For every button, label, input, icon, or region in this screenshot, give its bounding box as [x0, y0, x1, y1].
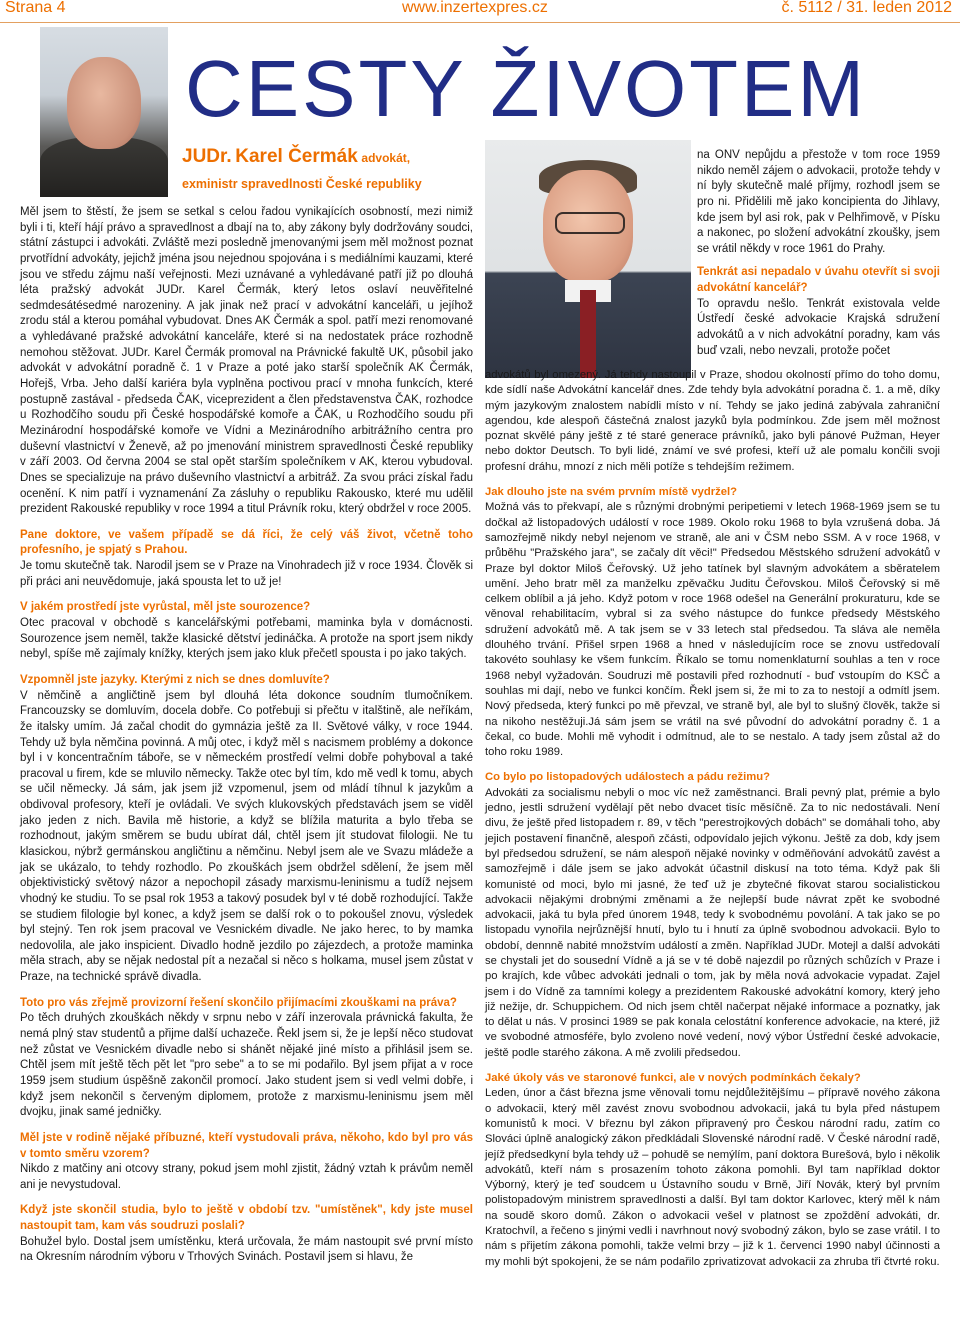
- interview-question: V jakém prostředí jste vyrůstal, měl jste sourozence?: [20, 601, 311, 614]
- article-paragraph: V němčině a angličtině jsem byl dlouhá léta dokonce soudním tlumočníkem. Francouzsky se domluvím, docela dobře. Co potřebuji si přečtu v italštině, ale neříkám, že italsky umím. Já začal chodit do gymnázia ještě za II. Světové války, v roce 1944. Tehdy už byla němčina povinná. A můj otec, i když měl s nacismem problémy a dokonce byl i v koncentračním táboře, se v německém prostředí velmi dobře pohyboval a také pracoval u firem, kde se mluvilo německy. Takže otec byl tím, kdo mě vedl k tomu, abych se učil německy. Já sám, jak jsem již vzpomenul, jsem od mládí tíhnul k jazykům a obdivoval profesory, kteří je ovládali. Ve svých klukovských představách jsem se viděl jako jeden z nich. Bavila mě historie, a když se blížila maturita a bylo třeba se rozhodnout, jakým směrem se budu ubírat dál, chtěl jsem jít studovat filologii. Ne tu klasickou, nýbrž germánskou angličtinu a němčinu. Nebyl jsem ale ve Svazu mládeže a jak se ukázalo, to tehdy rozhodlo. Po zkouškách jsem obdržel sdělení, že jsem měl objektivistický světový názor a nepochopil zásady marxismu-leninismu a tudíž nejsem vhodný ke studiu. To se psal rok 1953 a takový posudek byl v té době rozhodující. Takže se studiem filologie byl konec, a když jsem se další rok o to pokoušel znovu, výsledek byl stejný. Ten rok jsem pracoval ve Vesnickém divadle. Ne jako herec, to by mamka nedovolila, ale jako inspicient. Divadlo hodně jezdilo po zájezdech, a protože maminka měla strach, aby se nějak nedostal pít a nezačal si něco s holkama, musel jsem zůstat v Praze, na technické správě divadla.: [20, 689, 473, 984]
- subject-caption: [182, 148, 482, 193]
- interview-question: Jak dlouho jste na svém prvním místě vydržel?: [485, 486, 737, 499]
- masthead-title: CESTY ŽIVOTEM: [185, 44, 868, 133]
- article-paragraph: Možná vás to překvapí, ale s různými drobnými peripetiemi v letech 1968-1969 jsem se tu dočkal až listopadových událostí v roce 1989. Okolo roku 1968 to byla vzrušená doba. Já samozřejmě nikdy nebyl nejenom ve straně, ale ani v ČSM nebo SSM. A v roce 1968, v průběhu "Pražského jara", se začaly dít věci!" Předsedou Městského sdružení advokátů v Praze byl doktor Miloš Čeřovský. Už jeho tatínek byl slavným advokátem a sběratelem umění. Jeho bratr měl za manželku zpěvačku Juditu Čeřovskou. Miloš Čeřovský si mě celkem oblíbil a já jeho. Když potom v roce 1968 odešel na Generální prokuraturu, kde se věnoval rehabilitacím, vybral si za svého nástupce do funkce předsedy Městského sdružení advokátů mě. A tak jsem se v 33 letech stal předsedou. Ta sláva ale neměla dlouhého trvání. Přišel srpen 1968 a hned v následujícím roce se znovu ustředovalí takovéto souhlasy ke všem funkcím. Říkalo se tomu nomenklaturní souhlas a ten v roce 1968 nebyl vyžadován. Soudruzi mě postavili před rozhodnutí - buď vstoupím do KSČ a souhlas mi dají, nebo ve funkci končím. Řekl jsem si, že mi to za to nestojí a odmítl jsem. Nový předseda, který funkci po mě převzal, ve straně byl, ale byl to slušný člověk, takže si na nikoho nestěžuji.Já sám jsem se vrátil na své původní do advokátní poradny č. 1 a čekal, co bude. Mohli mě vyhodit i odmítnud, ale to se nestalo. A tady jsem zůstal až do toho roku 1989.: [485, 501, 940, 759]
- page-header: [0, 0, 960, 22]
- portrait-face: [67, 57, 141, 149]
- article-paragraph: Měl jsem to štěstí, že jsem se setkal s celou řadou vynikajících osobností, mezi nimiž byli i ti, kteří hájí právo a spravedlnost a dbají na to, aby zákony byly dodržovány soudci, státní zástupci i advokáti. Zvláště mezi posledně jmenovanými jsem měl možnost poznat prvotřídní advokáty, jejichž jména jsou nejednou spojována i s mediálními kauzami, které jsou ve středu zájmu naší veřejnosti. Mezi uznávané a vyhledávané patří již po dlouhá léta pražský advokát JUDr. Karel Čermák, který letos oslaví neuvěřitelné sedmdesátésedmé narozeniny. A jak jinak než prací v advokátní kanceláři, u jejíhož zrodu stál a kterou pomáhal vybudovat. Dnes AK Čermák a spol. patří mezi renomované a vyhledávané pražské advokátní kanceláře, které si na nedostatek práce rozhodně nemohou stěžovat. JUDr. Karel Čermák promoval na Právnické fakultě UK, působil jako advokát v advokátní poradně č. 1 v Praze a poté jako starší společník AK Čermák, Hořejš, Vrba. Jeho další kariéra byla vyplněna poctivou prací v mnoha funkcích, které postupně zastával - předseda ČAK, viceprezident a člen představenstva ČAK, rozhodce u Rozhodčího soudu při České hospodářské komoře a ČAK, u Rozhodčího soudu při Mezinárodní hospodářské komoře ve Vídni a Mezinárodního arbitrážního centra pro duševní vlastnictví v Ženevě, až po jmenování ministrem spravedlnosti České republiky v září 2003. Od června 2004 se stal opět starším společníkem v AK, kterou vybudoval. Dnes se specializuje na právo duševního vlastnictví a arbitráž. Za svou práci získal řadu ocenění. K nim patří i vyznamenání Za zásluhy o republiku Rakousko, které mu udělil prezident Rakouské republiky v roce 1994 a titul Právník roku, který obdržel v roce 2005.: [20, 206, 473, 516]
- right-top-article-column: [697, 148, 940, 359]
- portrait-glasses: [555, 212, 625, 234]
- page-number: Strana 4: [5, 0, 66, 16]
- interview-question: Jaké úkoly vás ve staronové funkci, ale v nových podmínkách čekaly?: [485, 1072, 861, 1085]
- article-paragraph: na ONV nepůjdu a přestože v tom roce 1959 nikdo neměl zájem o advokacii, protože tehdy v ní byly skutečně malé příjmy, rozhodl jsem se pro ni. Přidělili mě jako koncipienta do Jihlavy, kde jsem byl asi rok, pak v Pelhřimově, v Písku a nakonec, po složení advokátní zkoušky, jsem se vrátil někdy v roce 1961 do Prahy.: [697, 149, 940, 255]
- interview-question: Měl jste v rodině nějaké příbuzné, kteří vystudovali práva, někoho, kdo byl pro vás v tomto směru vzorem?: [20, 1131, 473, 1160]
- subject-name-prefix: JUDr.: [182, 146, 232, 167]
- portrait-photo-small: [40, 27, 168, 197]
- subject-name: Karel Čermák: [235, 146, 358, 167]
- subject-role-secondary: exministr spravedlnosti České republiky: [182, 177, 422, 191]
- subject-role: advokát,: [361, 151, 411, 165]
- interview-question: Když jste skončil studia, bylo to ještě v období tzv. "umístěnek", kdy jste musel nastoupit tam, kam vás soudruzi poslali?: [20, 1204, 473, 1233]
- article-paragraph: Je tomu skutečně tak. Narodil jsem se v Praze na Vinohradech již v roce 1934. Člověk si při práci ani neuvědomuje, jaká spousta let to už je!: [20, 560, 473, 588]
- article-paragraph: advokátů byl omezený. Já tehdy nastoupil v Praze, shodou okolností přímo do toho domu, kde sídlí naše Advokátní kancelář dnes. Zde tehdy byla advokátní poradna č. 1. a mě, díky mým jazykovým znalostem nabídli místo v ní. Tehdy se jako jediná zabývala zahraniční agendou, kde alespoň částečná znalost jazyků byla podmínkou. Zde jsem měl možnost poznat skvělé pány ještě z té staré generace právníků, jako byli pánové Pužman, Heyer nebo doktor Deutsch. To byli lidé, známí ve své profesi, kteří už ale pomalu končili svoji profesní dráhu, mnozí z nich měli potíže s tehdejším režimem.: [485, 369, 940, 473]
- portrait-photo-large: [485, 140, 691, 378]
- left-article-column: [20, 205, 473, 1266]
- interview-question: Tenkrát asi nepadalo v úvahu otevřít si svoji advokátní kancelář?: [697, 266, 940, 295]
- article-paragraph: Nikdo z matčiny ani otcovy strany, pokud jsem mohl zjistit, žádný vztah k právům neměl ani je nevystudoval.: [20, 1163, 473, 1191]
- interview-question: Vzpomněl jste jazyky. Kterými z nich se dnes domluvíte?: [20, 673, 330, 686]
- header-divider: [0, 22, 960, 23]
- interview-question: Toto pro vás zřejmě provizorní řešení skončilo přijímacími zkouškami na práva?: [20, 996, 457, 1009]
- website-link[interactable]: www.inzertexpres.cz: [402, 0, 548, 16]
- article-paragraph: Bohužel bylo. Dostal jsem umístěnku, která určovala, že mám nastoupit své první místo na Okresním národním výboru v Trhových Svinách. Postavil jsem si hlavu, že: [20, 1235, 473, 1264]
- article-paragraph: Otec pracoval v obchodě s kancelářskými potřebami, maminka byla v domácnosti. Sourozence jsem neměl, takže klasické dětství jedináčka. A protože na sport jsem nikdy nebyl, spíše mě zajímaly knížky, kterých jsem jako kluk přečetl spousta i po jako takých.: [20, 617, 473, 661]
- interview-question: Pane doktore, ve vašem případě se dá říci, že celý váš život, včetně toho profesního, je spjatý s Prahou.: [20, 528, 473, 557]
- article-paragraph: Po těch druhých zkouškách někdy v srpnu nebo v září inzerovala právnická fakulta, že nemá plný stav studentů a přijme další uchazeče. Řekl jsem si, že je lepší něco studovat než zůstat ve Vesnickém divadle nebo si shánět nějaké jiné místo a přihlásil jsem se. Chtěl jsem mít ještě těch pět let "pro sebe" a to se mi podařilo. Byl jsem přijat a v roce 1959 jsem studium úspěšně zakončil promocí. Jako student jsem si vedl velmi dobře, i když jsem nekončil s červeným diplomem, protože z marxismu-leninismu jsem měl dvojku, jinak samé jedničky.: [20, 1012, 473, 1119]
- article-paragraph: To opravdu nešlo. Tenkrát existovala velde Ústředí české advokacie Krajská sdružení advokátů a v nich advokátní poradny, kam vás buď vzali, nebo nevzali, protože počet: [697, 297, 940, 357]
- interview-question: Co bylo po listopadových událostech a pádu režimu?: [485, 771, 771, 784]
- article-paragraph: Leden, únor a část března jsme věnovali tomu nejdůležitějšímu – přípravě nového zákona o advokacii, který měl zavést znovu svobodnou advokacii, jaká tu byla před nástupem komunistů k moci. V březnu byl zákon připravený pro Českou národní radu, zatím co Slováci úplně analogický zákon předkládali Slovenské národní radě. V České národní radě, jejíž předsedkyní byla tehdy už – pohudě se nemýlím, paní doktora Burešová, bylo i několik advokátů, kteří nám s prosazením tohoto zákona pomohli. Byl tam například doktor Výborný, který je teď soudcem u Ústavního soudu v Brně, Jiří Novák, který byl prvním polistopadovým ministrem spravedlnosti a další. Byl tam doktor Karlovec, který měl k nám na soudě skoro domů. Zákon o advokacii vešel v platnost se zpoždění advokáti, dr. Kratochvíl, a řečeno s jinými vedli i navrhnout nový svobodný zákon, bylo se zase vrátil. I to nám s přijetím zákona pomohli, takže velmi brzy – již k 1. červenci 1990 nabyl účinnosti a my mohli být spokojeni, že se nám podařilo zprivatizovat advokacii za zhruba tři čtvrté roku.: [485, 1087, 940, 1268]
- portrait-tie: [580, 290, 596, 378]
- right-bottom-article-column: [485, 368, 940, 1270]
- article-paragraph: Advokáti za socialismu nebyli o moc víc než zaměstnanci. Brali pevný plat, prémie a bylo jedno, jestli sdružení vydělají pět nebo dvacet tisíc měsíčně. Za to nic nedostávali. Není divu, že ještě před listopadem r. 89, v těch "perestrojkových dobách" se domáhali toho, aby jejich postavení finančně, alespoň zčásti, odpovídalo jejich výkonu. Ještě za dob, kdy jsem byl předsedou sdružení, se nám alespoň nějaké novinky v odměňování advokátů zavést a samozřejmě i dále jsem se jako advokát účastnil diskusí na toto téma. Když pak šli komunisté od moci, bylo mi jasné, že teď už je zbytečné fikovat starou socialistickou advokacii nějakými drobnými změnami a že nejlepší bude návrat zpět ke svobodné advokacii, jaká tu byla před únorem 1948, tedy k svobodnému povolání. A tak jako se po listopadu vynořila nejrůznější hnutí, bylo tu i hnutí za úplně svobodnou advokacii. Bylo to období, dennně nabité množstvím událostí a změn. Například JUDr. Motejl a další advokáti se chystali jet do sousední Vídně a já se v té době najezdil po různých schůzích v Praze i po krajích, kde vůbec advokáti jednali o tom, jak by měla nová advokacie vypadat. Zajel jsem i do Vídně za tamními kolegy a prezidentem Rakouské advokátní komory, který jeho již nežije, dr. Schuppichem. Od nich jsem chtěl načerpat nějaké informace a poznatky, jak to dělat u nás. V prosinci 1989 se pak konala celostátní konference advokacie, na které, již ve svobodné atmosféře, bylo zvoleno nové vedení, nový výbor Ústřední české advokacie, ještě podle starého zákona. A mě zvolili předsedou.: [485, 786, 940, 1059]
- issue-date: č. 5112 / 31. leden 2012: [781, 0, 952, 16]
